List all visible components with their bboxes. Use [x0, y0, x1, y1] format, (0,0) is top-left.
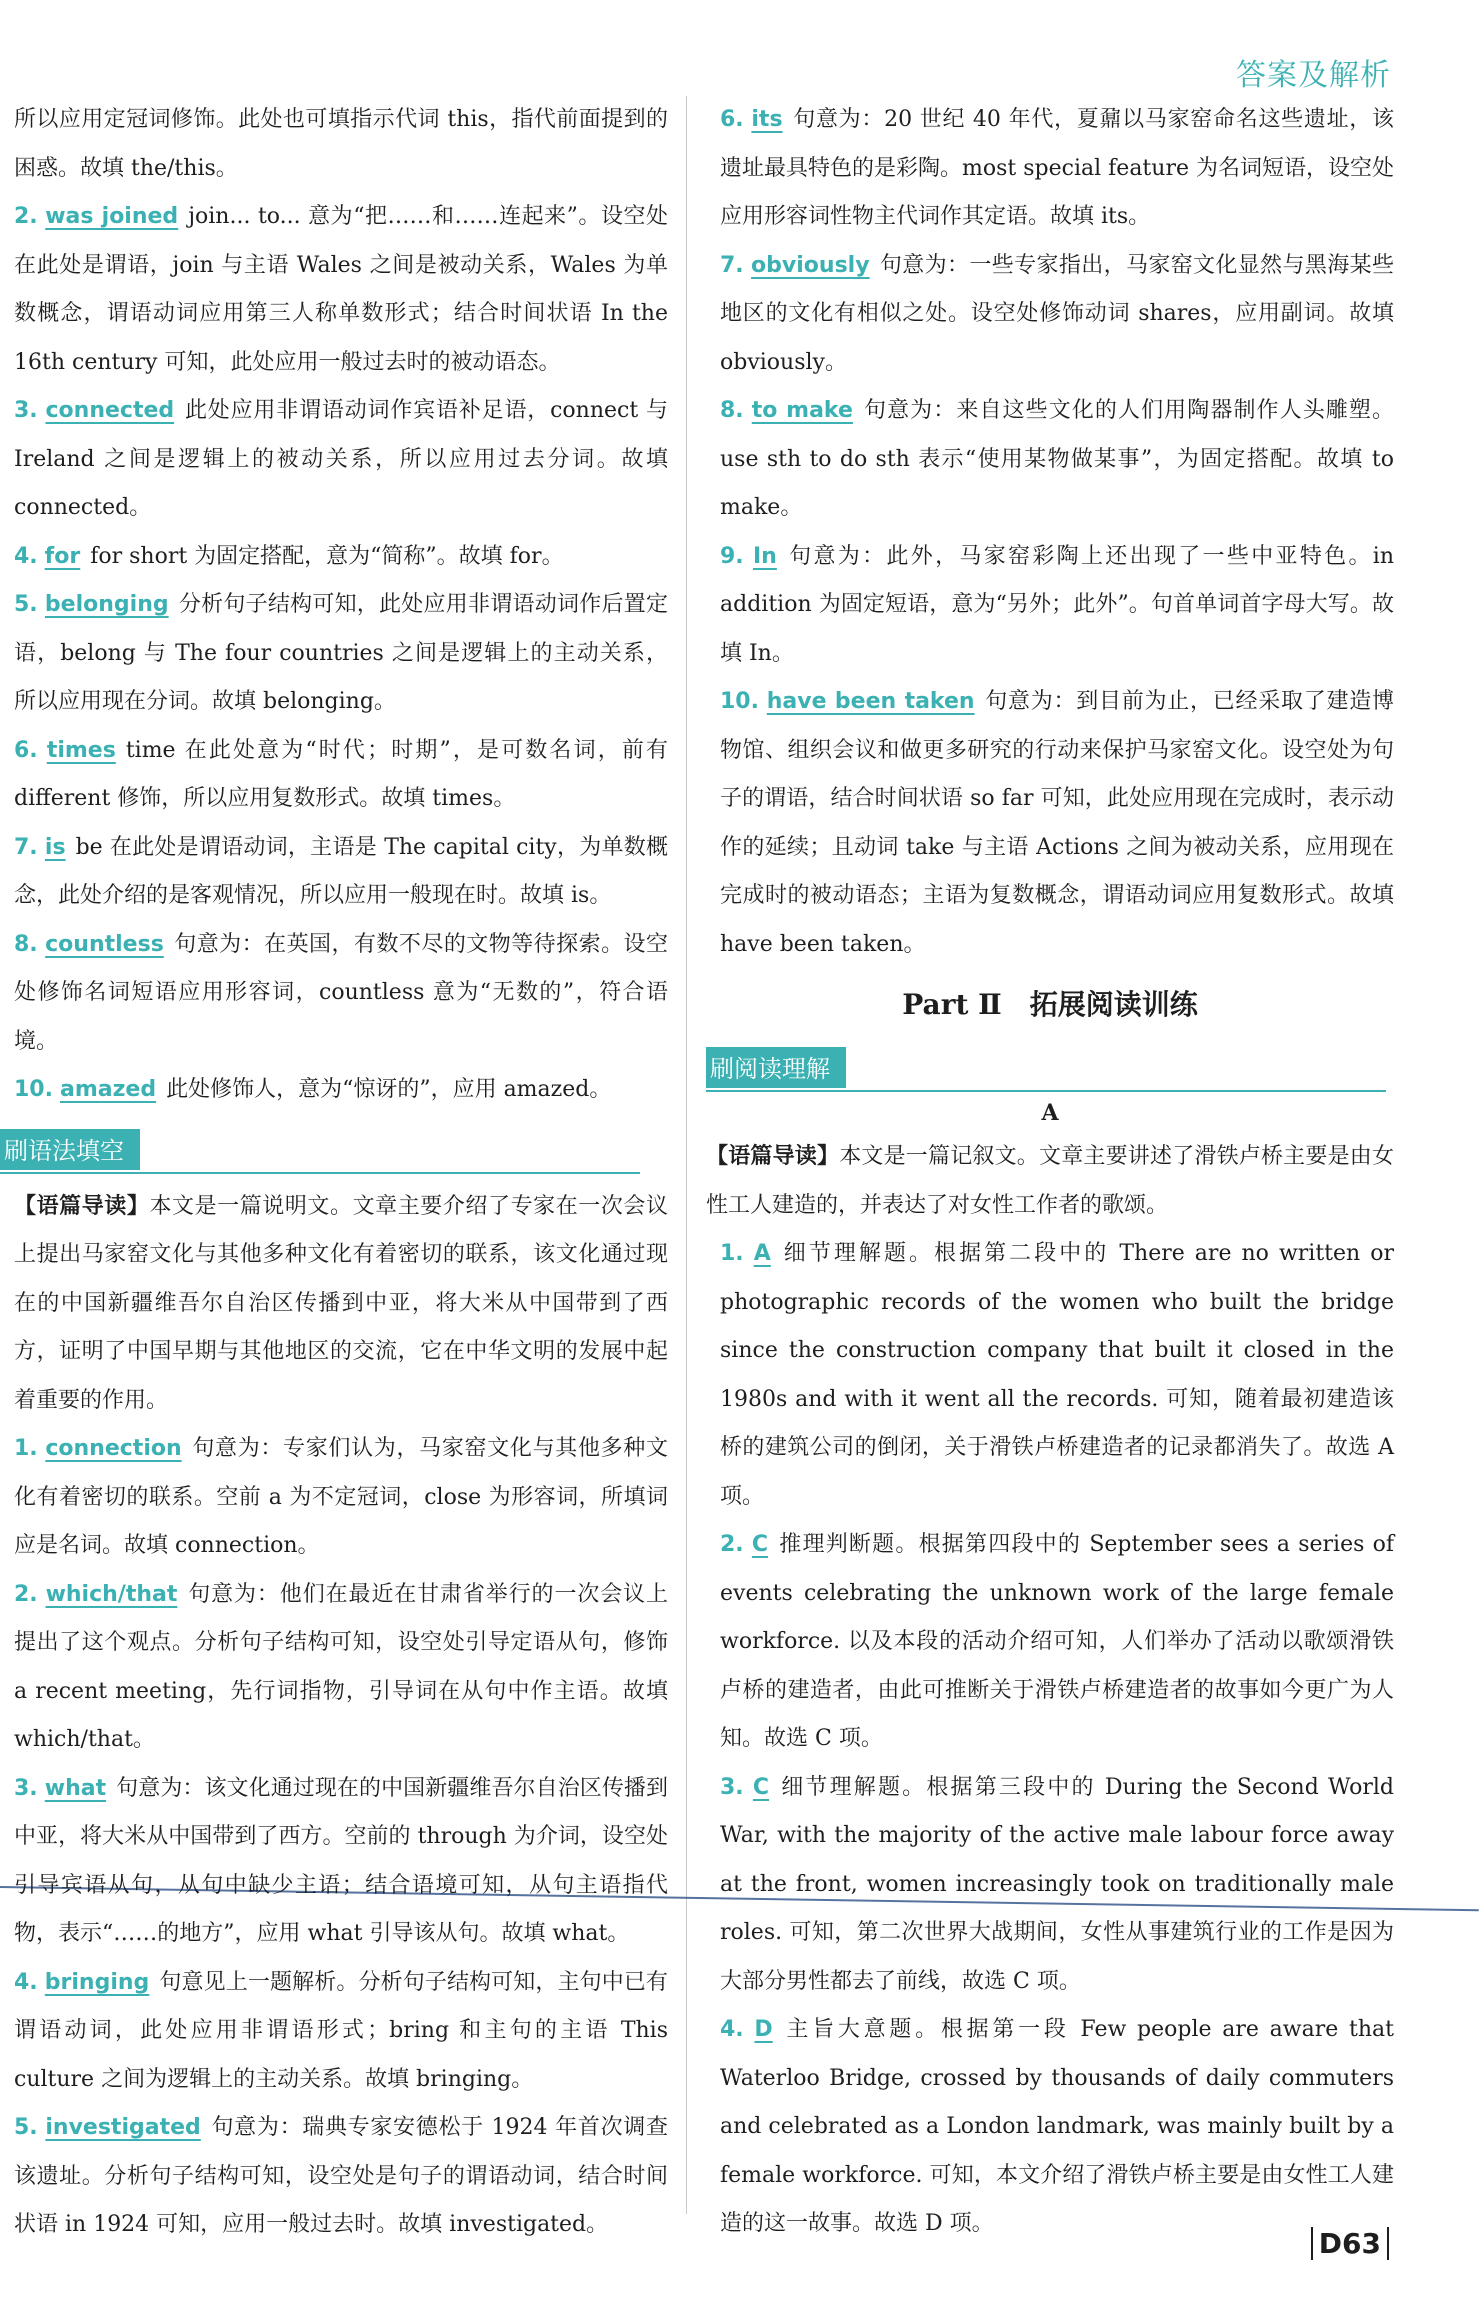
- item-answer: A: [753, 1241, 771, 1266]
- answer-item: [0, 1425, 668, 1571]
- item-number: 1.: [720, 1241, 744, 1266]
- grammar-section: [0, 1115, 668, 2250]
- section-letter: A: [1041, 1100, 1059, 1126]
- item-answer: C: [751, 1532, 769, 1557]
- grammar-fill-banner: 刷语法填空: [0, 1129, 140, 1170]
- answer-item: [0, 193, 668, 387]
- item-answer: its: [751, 107, 783, 132]
- item-number: 6.: [14, 737, 38, 763]
- item-explanation: 句意为：来自这些文化的人们用陶器制作人头雕塑。use sth to do sth 表示“使用某物做某事”，为固定搭配。故填 to make。: [720, 398, 1394, 520]
- item-explanation: 主旨大意题。根据第一段 Few people are aware that Waterloo Bridge, crossed by thousands of daily commuters and celebrated as a London landmark, was mainly built by a female workforce. 可知，本文介绍了滑铁卢桥主要是由女性工人建造的这一故事。故选 D 项。: [720, 2017, 1394, 2236]
- item-explanation: 句意为：在英国，有数不尽的文物等待探索。设空处修饰名词短语应用形容词，countless 意为“无数的”，符合语境。: [14, 931, 668, 1054]
- item-explanation: 细节理解题。根据第三段中的 During the Second World War, with the majority of the active male labour force away at the front, women increasingly took on traditionally male roles. 可知，第二次世界大战期间，女性从事建筑行业的工作是因为大部分男性都去了前线，故选 C 项。: [720, 1774, 1394, 1994]
- item-number: 3.: [14, 1775, 38, 1801]
- item-explanation: 句意为：他们在最近在甘肃省举行的一次会议上提出了这个观点。分析句子结构可知，设空处引导定语从句，修饰 a recent meeting，先行词指物，引导词在从句中作主语。故填 which/that。: [14, 1581, 668, 1752]
- item-number: 10.: [14, 1077, 53, 1102]
- answer-item: [0, 1571, 668, 1765]
- left-answer-list-a: [0, 193, 668, 1115]
- left-column: [0, 96, 668, 2250]
- item-explanation: 推理判断题。根据第四段中的 September sees a series of events celebrating the unknown work of the large female workforce. 以及本段的活动介绍可知，人们举办了活动以歌颂滑铁卢桥的建造者，由此可推断关于滑铁卢桥建造者的故事如今更广为人知。故选 C 项。: [720, 1532, 1394, 1751]
- item-number: 1.: [14, 1436, 38, 1461]
- answer-item: [0, 1959, 668, 2105]
- answer-item: [0, 533, 668, 582]
- item-explanation: 细节理解题。根据第二段中的 There are no written or photographic records of the women who built the bridge since the construction company that built it closed in the 1980s and with it went all the records. 可知，随着最初建造该桥的建筑公司的倒闭，关于滑铁卢桥建造者的记录都消失了。故选 A 项。: [720, 1241, 1394, 1509]
- intro-tag: 【语篇导读】: [14, 1192, 150, 1219]
- answer-item: [706, 533, 1394, 679]
- item-explanation: 此处应用非谓语动词作宾语补足语，connect 与 Ireland 之间是逻辑上的被动关系，所以应用过去分词。故填 connected。: [14, 398, 668, 520]
- item-answer: which/that: [45, 1581, 178, 1607]
- reading-banner: 刷阅读理解: [706, 1047, 846, 1088]
- right-answer-list-b: [706, 1230, 1394, 2249]
- item-explanation: 句意为：专家们认为，马家窑文化与其他多种文化有着密切的联系。空前 a 为不定冠词，close 为形容词，所填词应是名词。故填 connection。: [14, 1436, 668, 1558]
- item-number: 5.: [14, 592, 38, 617]
- item-answer: what: [44, 1775, 107, 1801]
- answer-item: [0, 1765, 668, 1959]
- answer-item: [0, 387, 668, 533]
- item-number: 4.: [720, 2017, 744, 2042]
- item-explanation: 句意为：到目前为止，已经采取了建造博物馆、组织会议和做更多研究的行动来保护马家窑文化。设空处为句子的谓语，结合时间状语 so far 可知，此处应用现在完成时，表示动作的延续；且动词 take 与主语 Actions 之间为被动关系，应用现在完成时的被动语态；主语为复数概念，谓语动词应用复数形式。故填 have been taken。: [720, 689, 1394, 957]
- answer-item: [706, 1230, 1394, 1521]
- item-number: 3.: [720, 1774, 744, 1800]
- item-answer: times: [46, 737, 116, 763]
- item-number: 10.: [720, 689, 759, 714]
- item-answer: connection: [45, 1436, 182, 1461]
- answer-item: [706, 2006, 1394, 2249]
- item-answer: is: [44, 834, 66, 860]
- item-answer: belonging: [44, 592, 169, 617]
- banner-underline: [706, 1090, 1386, 1092]
- item-number: 4.: [14, 1969, 38, 1995]
- item-number: 8.: [14, 931, 38, 957]
- item-explanation: for short 为固定搭配，意为“简称”。故填 for。: [90, 543, 564, 569]
- answer-item: [0, 824, 668, 921]
- item-number: 4.: [14, 543, 38, 569]
- item-answer: bringing: [44, 1969, 150, 1995]
- answer-item: [706, 1764, 1394, 2007]
- item-number: 2.: [720, 1532, 744, 1557]
- left-answer-list-b: [0, 1425, 668, 2250]
- answer-item: [0, 581, 668, 727]
- item-explanation: 分析句子结构可知，此处应用非谓语动词作后置定语，belong 与 The four countries 之间是逻辑上的主动关系，所以应用现在分词。故填 belonging。: [14, 592, 668, 714]
- item-explanation: 句意为：瑞典专家安德松于 1924 年首次调查该遗址。分析句子结构可知，设空处是句子的谓语动词，结合时间状语 in 1924 可知，应用一般过去时。故填 investigated。: [14, 2115, 668, 2237]
- item-explanation: 此处修饰人，意为“惊讶的”，应用 amazed。: [166, 1077, 612, 1102]
- item-answer: countless: [45, 931, 164, 957]
- answer-item: [0, 727, 668, 824]
- part-title: Part Ⅱ 拓展阅读训练: [902, 988, 1198, 1021]
- answer-item: [0, 921, 668, 1067]
- item-answer: amazed: [59, 1077, 157, 1102]
- page-header-title: 答案及解析: [1236, 58, 1391, 93]
- item-answer: investigated: [45, 2115, 201, 2140]
- item-explanation: 句意为：20 世纪 40 年代，夏鼐以马家窑命名这些遗址，该遗址最具特色的是彩陶。most special feature 为名词短语，设空处应用形容词性物主代词作其定语。故填 its。: [720, 107, 1394, 229]
- answer-item: [706, 387, 1394, 533]
- item-number: 8.: [720, 398, 744, 423]
- item-number: 6.: [720, 107, 744, 132]
- intro-text: 本文是一篇说明文。文章主要介绍了专家在一次会议上提出马家窑文化与其他多种文化有着密切的联系，该文化通过现在的中国新疆维吾尔自治区传播到中亚，将大米从中国带到了西方，证明了中国早期与其他地区的交流，它在中华文明的发展中起着重要的作用。: [14, 1193, 668, 1413]
- left-intro: [0, 1182, 668, 1426]
- right-column: [706, 96, 1394, 2249]
- item-number: 9.: [720, 543, 744, 569]
- answer-item: [0, 2104, 668, 2250]
- banner-underline: [0, 1172, 640, 1174]
- item-number: 2.: [14, 204, 38, 229]
- item-explanation: 句意见上一题解析。分析句子结构可知，主句中已有谓语动词，此处应用非谓语形式；bring 和主句的主语 This culture 之间为逻辑上的主动关系。故填 bringing。: [14, 1969, 668, 2092]
- item-explanation: join... to... 意为“把……和……连起来”。设空处在此处是谓语，join 与主语 Wales 之间是被动关系，Wales 为单数概念，谓语动词应用第三人称单数形式；结合时间状语 In the 16th century 可知，此处应用一般过去时的被动语态。: [14, 204, 669, 375]
- item-explanation: 句意为：该文化通过现在的中国新疆维吾尔自治区传播到中亚，将大米从中国带到了西方。空前的 through 为介词，设空处引导宾语从句，从句中缺少主语；结合语境可知，从句主语指代物，表示“……的地方”，应用 what 引导该从句。故填 what。: [14, 1775, 668, 1946]
- answer-item: [706, 678, 1394, 969]
- item-answer: was joined: [45, 204, 179, 229]
- page-number: D63: [1311, 2227, 1389, 2260]
- answer-item: [0, 1066, 668, 1115]
- item-number: 2.: [14, 1581, 38, 1607]
- item-answer: obviously: [751, 252, 870, 278]
- item-explanation: 句意为：一些专家指出，马家窑文化显然与黑海某些地区的文化有相似之处。设空处修饰动词 shares，应用副词。故填 obviously。: [720, 252, 1394, 375]
- item-answer: to make: [751, 398, 853, 423]
- right-intro: [706, 1132, 1394, 1230]
- item-answer: for: [44, 543, 81, 569]
- item-answer: connected: [45, 398, 175, 423]
- item-answer: D: [754, 2017, 773, 2042]
- answer-item: [706, 242, 1394, 388]
- left-opening-text: 所以应用定冠词修饰。此处也可填指示代词 this，指代前面提到的困惑。故填 the/this。: [14, 107, 668, 181]
- item-explanation: time 在此处意为“时代；时期”，是可数名词，前有 different 修饰，所以应用复数形式。故填 times。: [14, 737, 668, 811]
- item-number: 7.: [14, 834, 38, 860]
- item-answer: In: [752, 543, 777, 569]
- answer-item: [706, 1521, 1394, 1764]
- item-answer: C: [752, 1774, 770, 1800]
- answer-item: [706, 96, 1394, 242]
- item-number: 7.: [720, 252, 744, 278]
- right-answer-list-a: [706, 96, 1394, 969]
- item-explanation: 句意为：此外，马家窑彩陶上还出现了一些中亚特色。in addition 为固定短语，意为“另外；此外”。句首单词首字母大写。故填 In。: [720, 543, 1394, 666]
- item-explanation: be 在此处是谓语动词，主语是 The capital city，为单数概念，此处介绍的是客观情况，所以应用一般现在时。故填 is。: [14, 834, 668, 908]
- item-number: 3.: [14, 398, 38, 423]
- item-answer: have been taken: [766, 689, 975, 714]
- item-number: 5.: [14, 2115, 38, 2140]
- intro-tag: 【语篇导读】: [706, 1143, 840, 1169]
- intro-text: 本文是一篇记叙文。文章主要讲述了滑铁卢桥主要是由女性工人建造的，并表达了对女性工作者的歌颂。: [706, 1144, 1394, 1218]
